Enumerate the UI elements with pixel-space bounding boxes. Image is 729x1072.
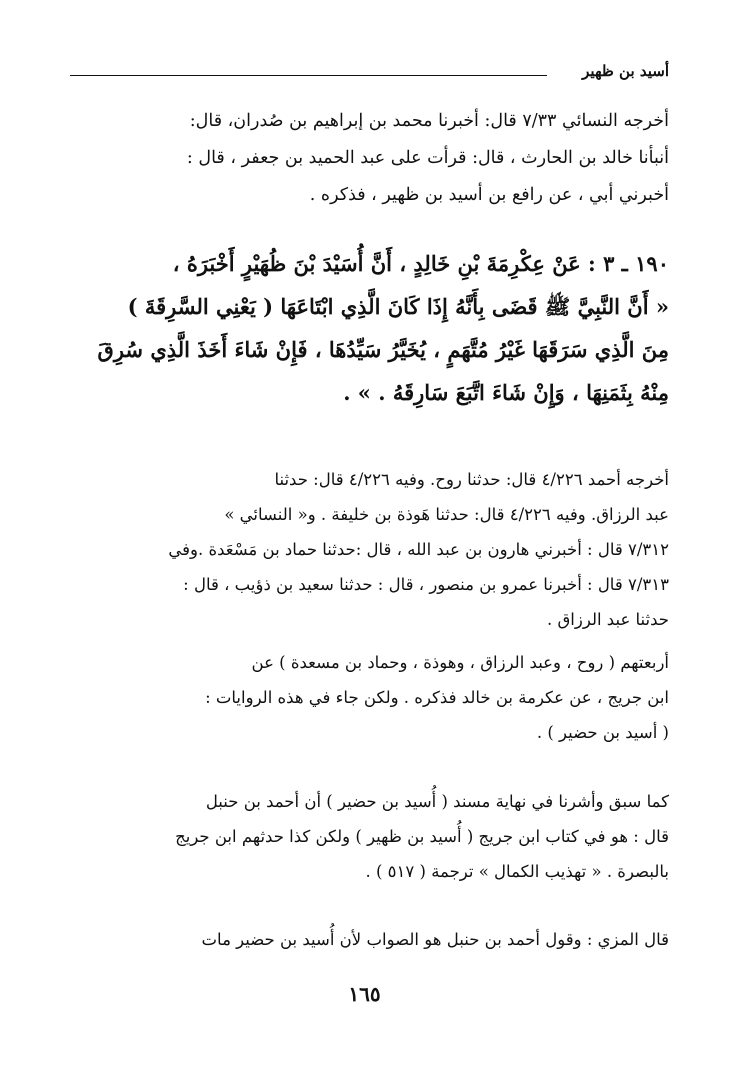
text-line: بالبصرة . « تهذيب الكمال » ترجمة ( ٥١٧ ) . bbox=[365, 862, 669, 881]
page-number: ١٦٥ bbox=[348, 982, 381, 1006]
hadith-line: مِنْهُ بِثَمَنِهَا ، وَإِنْ شَاءَ اتَّبَعَ سَارِقَهُ . » . bbox=[343, 380, 669, 405]
running-header bbox=[70, 62, 669, 86]
hadith-line: « أَنَّ النَّبِيَّ ﷺ قَضَى بِأَنَّهُ إِذَا كَانَ الَّذِي ابْتَاعَهَا ( يَعْنِي السَّرِقَةَ ) bbox=[127, 294, 669, 319]
text-line: ٧/٣١٢ قال : أخبرني هارون بن عبد الله ، قال :حدثنا حماد بن مَسْعَدة .وفي bbox=[168, 540, 669, 559]
text-line: أخبرني أبي ، عن رافع بن أسيد بن ظهير ، فذكره . bbox=[309, 185, 669, 205]
source-note-nasai bbox=[70, 103, 669, 214]
text-line: ابن جريج ، عن عكرمة بن خالد فذكره . ولكن جاء في هذه الروايات : bbox=[205, 688, 669, 707]
header-rule bbox=[70, 75, 547, 76]
text-line: قال : هو في كتاب ابن جريج ( أُسيد بن ظهير ) ولكن كذا حدثهم ابن جريج bbox=[175, 827, 669, 846]
running-header-title: أسيد بن ظهير bbox=[582, 62, 669, 80]
text-line: ٧/٣١٣ قال : أخبرنا عمرو بن منصور ، قال : حدثنا سعيد بن ذؤيب ، قال : bbox=[183, 575, 669, 594]
text-line: أخرجه النسائي ٧/٣٣ قال: أخبرنا محمد بن إبراهيم بن صُدران، قال: bbox=[189, 111, 669, 131]
hadith-line: مِنَ الَّذِي سَرَقَهَا غَيْرُ مُتَّهَمٍ ، يُخَيَّرُ سَيِّدُهَا ، فَإِنْ شَاءَ أَخَذَ الَّذِي سُرِقَ bbox=[97, 337, 669, 362]
text-line: عبد الرزاق. وفيه ٤/٢٢٦ قال: حدثنا هَوذة بن خليفة . و« النسائي » bbox=[224, 505, 669, 524]
text-line: حدثنا عبد الرزاق . bbox=[547, 610, 669, 629]
text-line: كما سبق وأشرنا في نهاية مسند ( أُسيد بن حضير ) أن أحمد بن حنبل bbox=[205, 792, 669, 811]
text-line: قال المزي : وقول أحمد بن حنبل هو الصواب لأن أُسيد بن حضير مات bbox=[201, 930, 669, 949]
text-line: ( أسيد بن حضير ) . bbox=[536, 723, 669, 742]
hadith-line: ١٩٠ ـ ٣ : عَنْ عِكْرِمَةَ بْنِ خَالِدٍ ، أَنَّ أُسَيْدَ بْنَ ظُهَيْرٍ أَخْبَرَهُ ، bbox=[172, 251, 669, 276]
text-line: أربعتهم ( روح ، وعبد الرزاق ، وهوذة ، وحماد بن مسعدة ) عن bbox=[251, 653, 669, 672]
source-note-ahmad bbox=[70, 462, 669, 637]
chain-summary-note bbox=[70, 645, 669, 750]
editor-remark-note bbox=[70, 784, 669, 889]
text-line: أخرجه أحمد ٤/٢٢٦ قال: حدثنا روح. وفيه ٤/٢٢٦ قال: حدثنا bbox=[274, 470, 669, 489]
hadith-190 bbox=[70, 242, 669, 414]
text-line: أنبأنا خالد بن الحارث ، قال: قرأت على عبد الحميد بن جعفر ، قال : bbox=[186, 148, 669, 168]
mizzi-quote-note bbox=[70, 922, 669, 957]
